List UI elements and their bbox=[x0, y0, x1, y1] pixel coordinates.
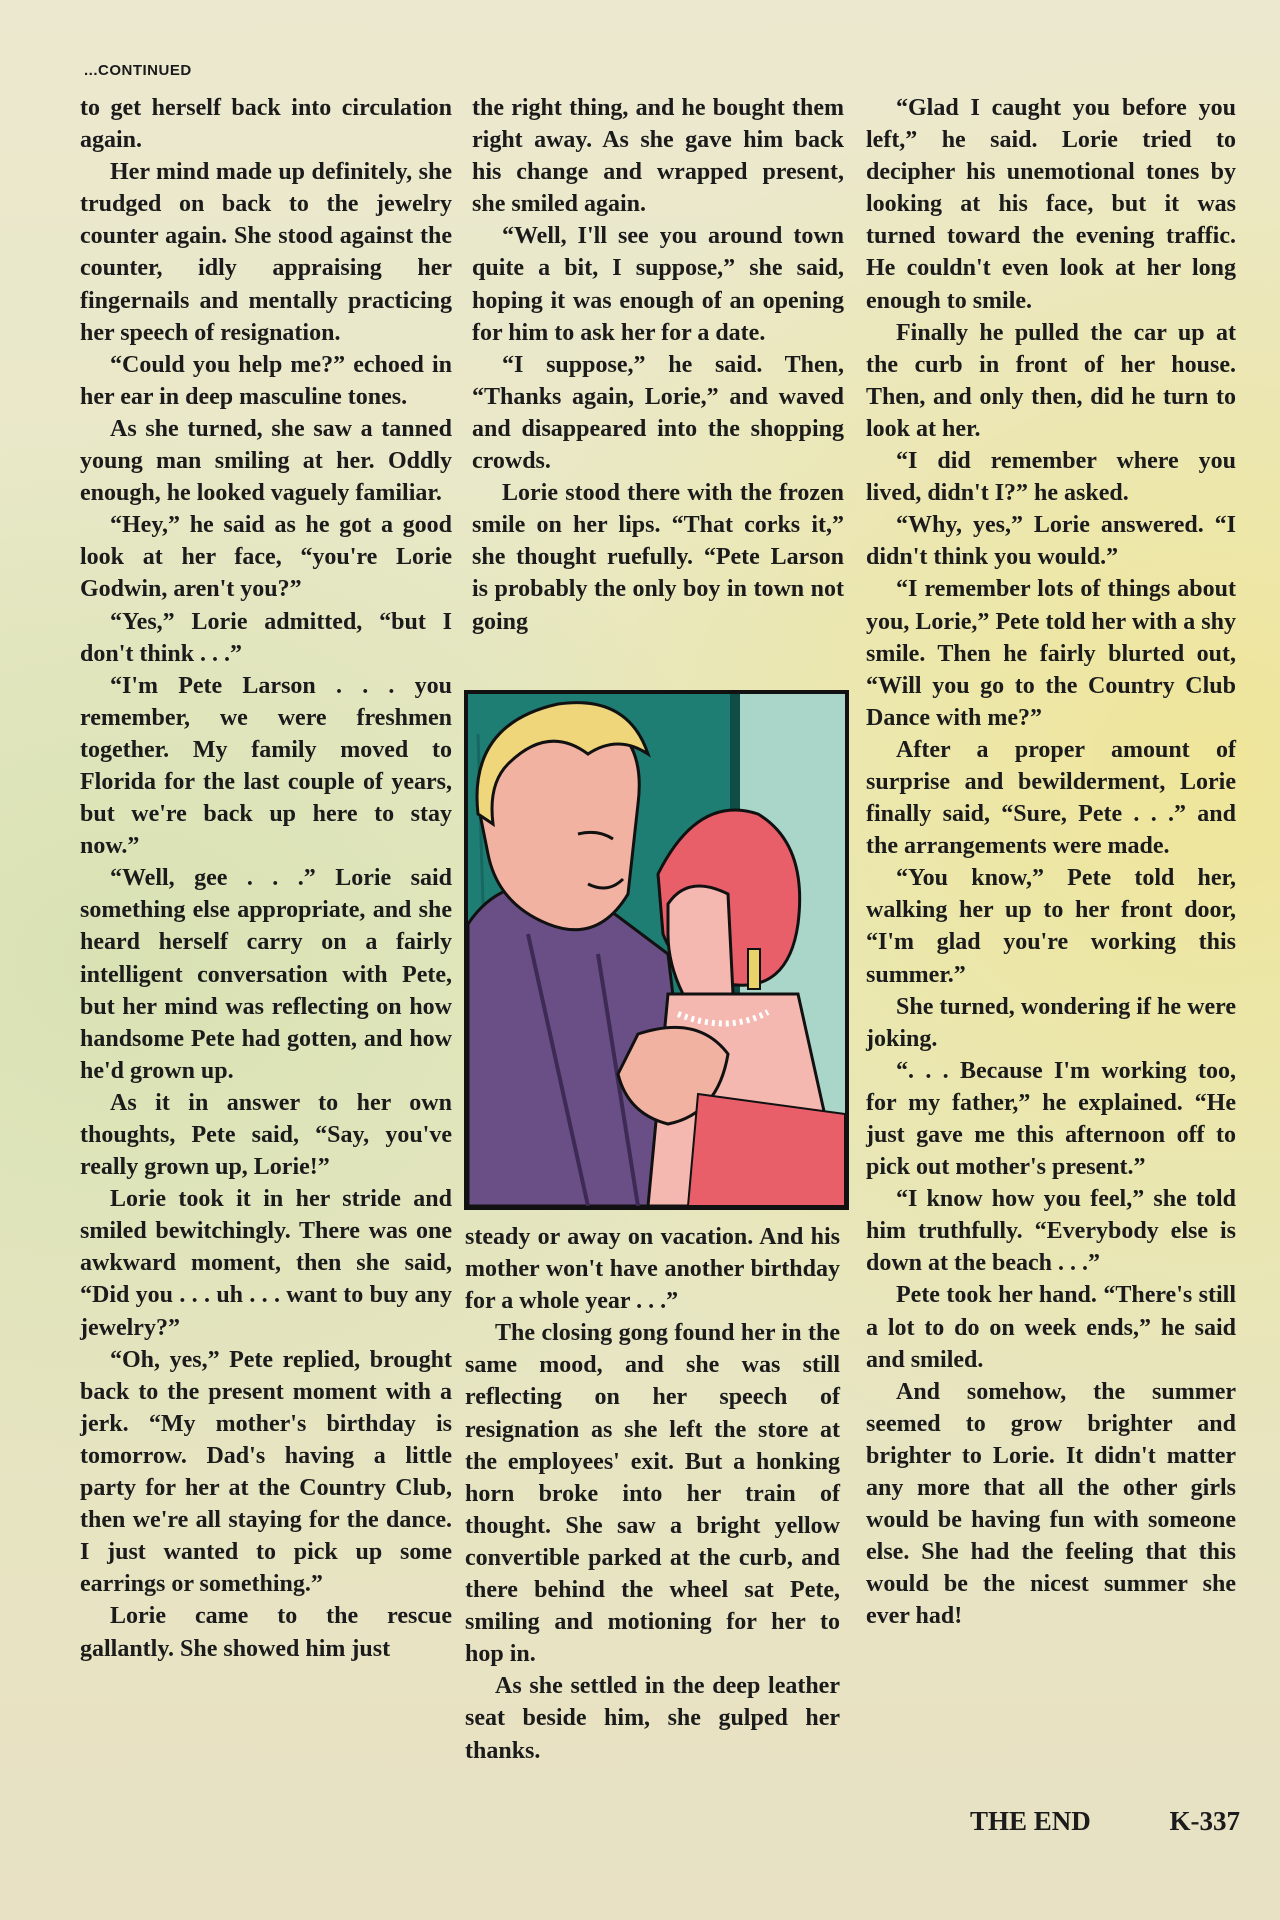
paragraph: After a proper amount of surprise and bewilderment, Lorie finally said, “Sure, Pete . . .” and the arrangements were made. bbox=[866, 736, 1236, 860]
paragraph: “Oh, yes,” Pete replied, brought back to the present moment with a jerk. “My mother's birthday is tomorrow. Dad's having a little party for her at the Country Club, then we're all staying for the dance. I just wanted to pick up some earrings or something.” bbox=[80, 1346, 452, 1598]
paragraph: Her mind made up definitely, she trudged on back to the jewelry counter again. She stood against the counter, idly appraising her fingernails and mentally practicing her speech of resignation. bbox=[80, 159, 452, 346]
paragraph: She turned, wondering if he were joking. bbox=[866, 993, 1236, 1052]
paragraph: “You know,” Pete told her, walking her up to her front door, “I'm glad you're working this summer.” bbox=[866, 865, 1236, 988]
paragraph: steady or away on vacation. And his mother won't have another birthday for a whole year . . .” bbox=[465, 1224, 840, 1315]
text-column-3 bbox=[866, 92, 1236, 1633]
paragraph: “Why, yes,” Lorie answered. “I didn't think you would.” bbox=[866, 512, 1236, 571]
paragraph: And somehow, the summer seemed to grow brighter and brighter to Lorie. It didn't matter any more that all the other girls would be having fun with someone else. She had the feeling that this would be the nicest summer she ever had! bbox=[866, 1378, 1236, 1630]
paragraph: “I did remember where you lived, didn't I?” he asked. bbox=[866, 448, 1236, 507]
the-end-label: THE END bbox=[970, 1806, 1091, 1836]
paragraph: As she turned, she saw a tanned young man smiling at her. Oddly enough, he looked vaguely familiar. bbox=[80, 415, 452, 507]
paragraph: “Yes,” Lorie admitted, “but I don't think . . .” bbox=[80, 608, 452, 667]
page-footer bbox=[970, 1806, 1240, 1837]
paragraph: “I know how you feel,” she told him truthfully. “Everybody else is down at the beach . . .” bbox=[866, 1186, 1236, 1277]
story-code: K-337 bbox=[1169, 1806, 1240, 1836]
text-column-2-top bbox=[472, 92, 844, 638]
paragraph: Lorie came to the rescue gallantly. She showed him just bbox=[80, 1603, 452, 1662]
paragraph: Pete took her hand. “There's still a lot to do on week ends,” he said and smiled. bbox=[866, 1282, 1236, 1373]
paragraph: “I suppose,” he said. Then, “Thanks again, Lorie,” and waved and disappeared into the shopping crowds. bbox=[472, 351, 844, 475]
paragraph: the right thing, and he bought them right away. As she gave him back his change and wrapped present, she smiled again. bbox=[472, 95, 844, 218]
paragraph: Lorie took it in her stride and smiled bewitchingly. There was one awkward moment, then she said, “Did you . . . uh . . . want to buy any jewelry?” bbox=[80, 1186, 452, 1341]
paragraph: As she settled in the deep leather seat beside him, she gulped her thanks. bbox=[465, 1673, 840, 1764]
paragraph: As it in answer to her own thoughts, Pete said, “Say, you've really grown up, Lorie!” bbox=[80, 1089, 452, 1181]
text-column-2-bottom bbox=[465, 1221, 840, 1767]
paragraph: “Well, gee . . .” Lorie said something else appropriate, and she heard herself carry on a fairly intelligent conversation with Pete, but her mind was reflecting on how handsome Pete had gotten, and how he'd grown up. bbox=[80, 865, 452, 1084]
comic-illustration bbox=[464, 690, 849, 1210]
couple-embrace-image bbox=[468, 694, 845, 1206]
text-column-1 bbox=[80, 92, 452, 1665]
paragraph: “Could you help me?” echoed in her ear in deep masculine tones. bbox=[80, 351, 452, 410]
paragraph: “Well, I'll see you around town quite a bit, I suppose,” she said, hoping it was enough of an opening for him to ask her for a date. bbox=[472, 223, 844, 346]
paragraph: “I'm Pete Larson . . . you remember, we were freshmen together. My family moved to Florida for the last couple of years, but we're back up here to stay now.” bbox=[80, 672, 452, 860]
continued-label: ...CONTINUED bbox=[84, 62, 192, 79]
paragraph: Lorie stood there with the frozen smile on her lips. “That corks it,” she thought ruefully. “Pete Larson is probably the only boy in town not going bbox=[472, 480, 844, 635]
paragraph: “Hey,” he said as he got a good look at her face, “you're Lorie Godwin, aren't you?” bbox=[80, 512, 452, 603]
paragraph: Finally he pulled the car up at the curb in front of her house. Then, and only then, did he turn to look at her. bbox=[866, 319, 1236, 442]
paragraph: The closing gong found her in the same mood, and she was still reflecting on her speech of resignation as she left the store at the employees' exit. But a honking horn broke into her train of thought. She saw a bright yellow convertible parked at the curb, and there behind the wheel sat Pete, smiling and motioning for her to hop in. bbox=[465, 1320, 840, 1668]
paragraph: “I remember lots of things about you, Lorie,” Pete told her with a shy smile. Then he fairly blurted out, “Will you go to the Country Club Dance with me?” bbox=[866, 576, 1236, 731]
paragraph: to get herself back into circulation again. bbox=[80, 95, 452, 154]
paragraph: “. . . Because I'm working too, for my father,” he explained. “He just gave me this afternoon off to pick out mother's present.” bbox=[866, 1057, 1236, 1181]
paragraph: “Glad I caught you before you left,” he said. Lorie tried to decipher his unemotional tones by looking at his face, but it was turned toward the evening traffic. He couldn't even look at her long enough to smile. bbox=[866, 95, 1236, 314]
